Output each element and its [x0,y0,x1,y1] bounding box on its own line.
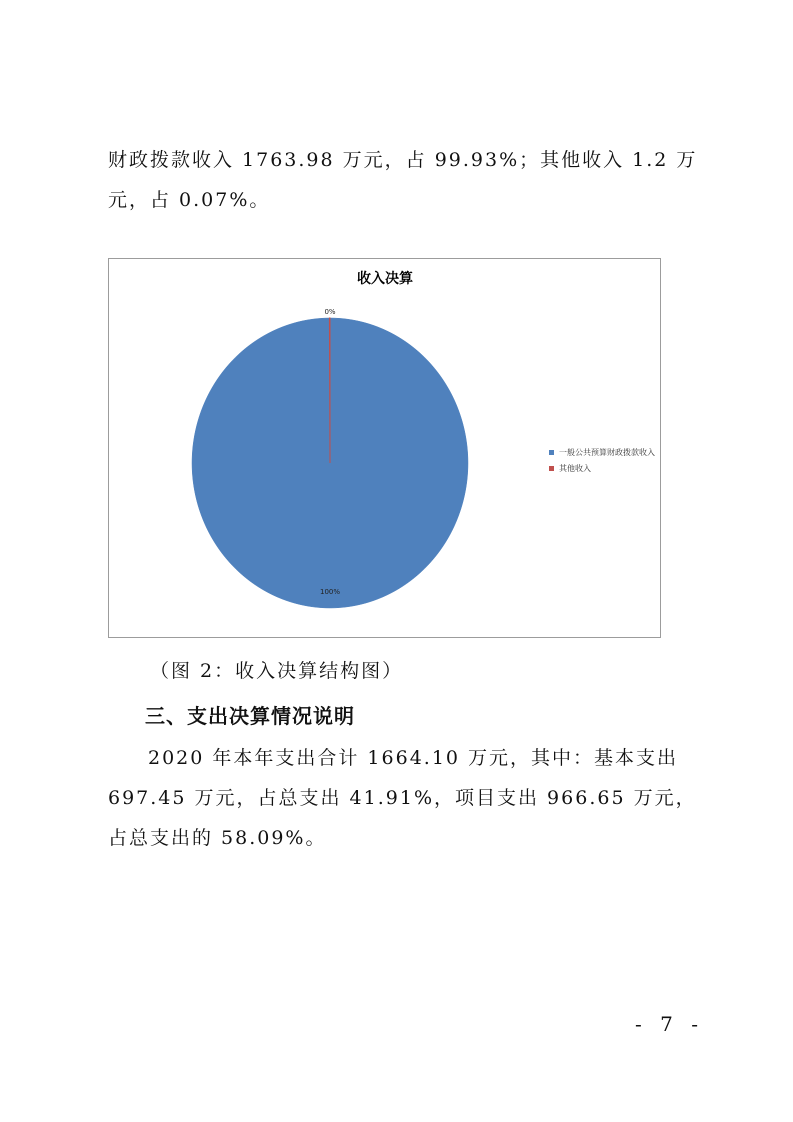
legend-label-2: 其他收入 [559,464,591,473]
expenditure-paragraph: 2020 年本年支出合计 1664.10 万元，其中：基本支出 697.45 万元，占总支出 41.91%，项目支出 966.65 万元，占总支出的 58.09%。 [108,747,697,849]
chart-legend [549,447,655,473]
income-paragraph: 财政拨款收入 1763.98 万元，占 99.93%；其他收入 1.2 万元，占 0.07%。 [108,149,698,211]
data-label-1: 100% [319,588,341,596]
page-number: - 7 - [635,1012,704,1036]
chart-title: 收入决算 [357,271,413,287]
pie-chart-canvas [109,259,662,639]
legend-label-1: 一般公共预算财政拨款收入 [559,448,655,457]
section-heading: 三、支出决算情况说明 [145,704,355,728]
legend-swatch-1 [549,450,554,455]
income-pie-chart [108,258,661,638]
legend-swatch-2 [549,466,554,471]
data-label-2: 0% [324,308,336,316]
figure-caption: （图 2：收入决算结构图） [150,660,404,682]
